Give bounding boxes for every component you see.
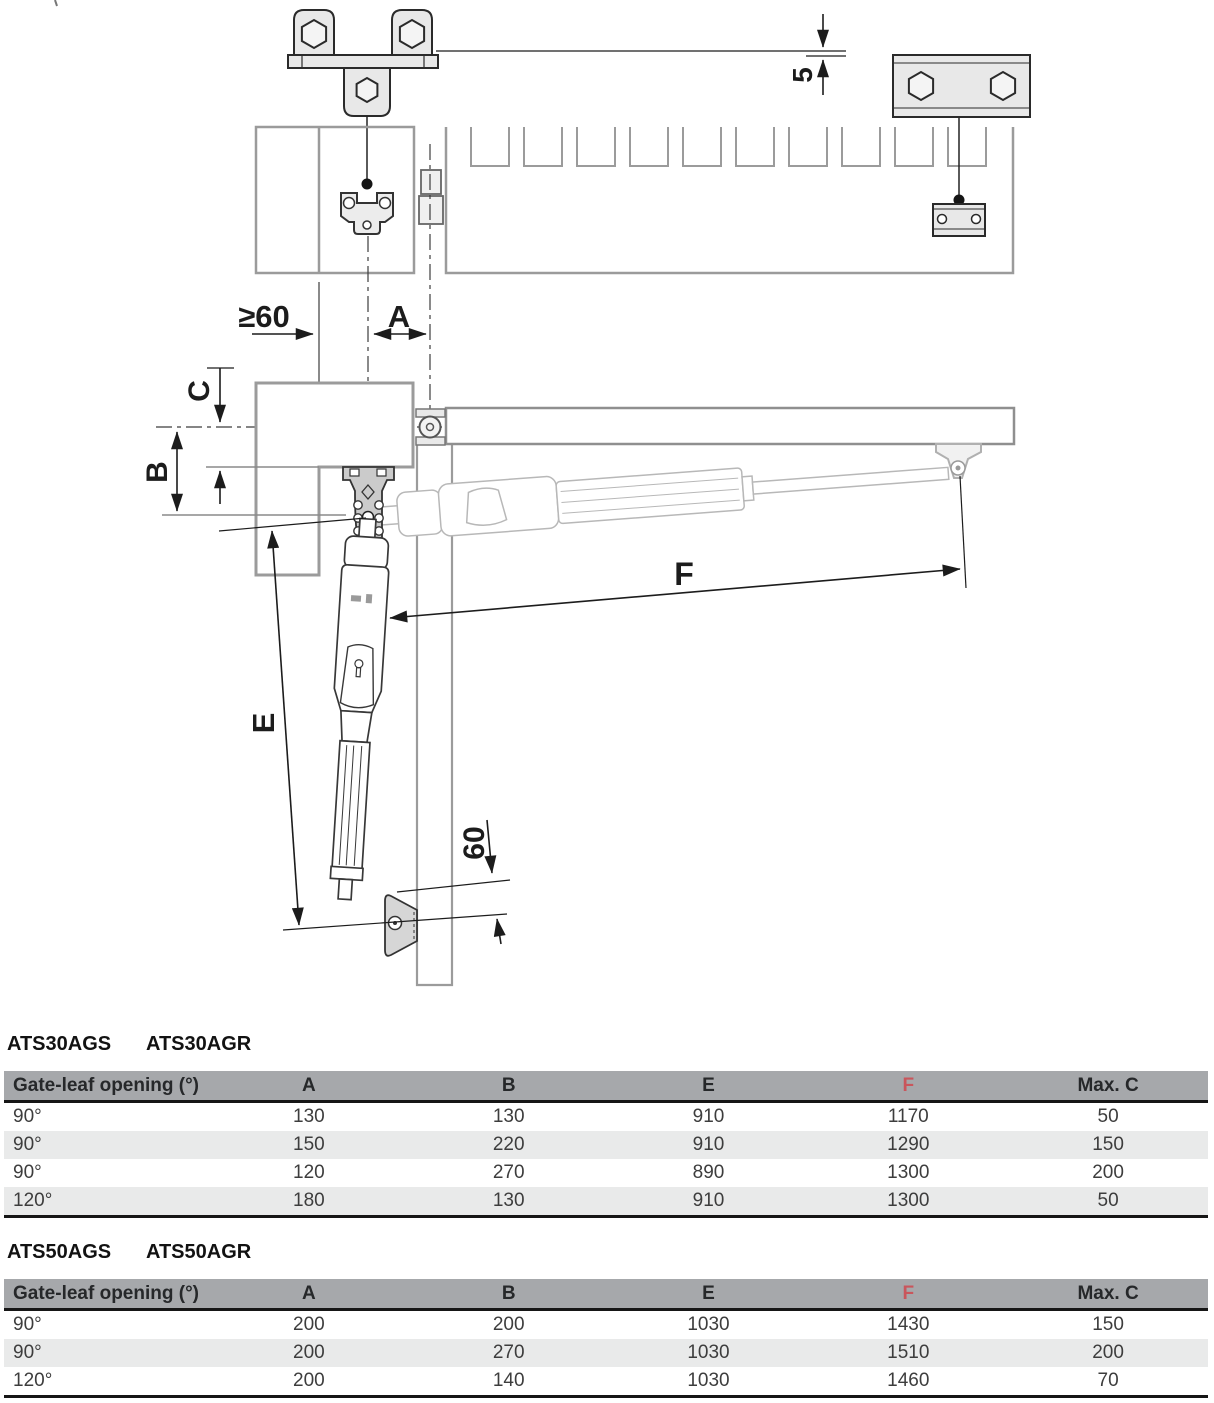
table-cell: 50	[1097, 1190, 1119, 1211]
front-bracket-plan	[893, 55, 1030, 117]
table-cell: 120°	[13, 1370, 53, 1391]
gate-leaf-plan	[446, 127, 1013, 273]
table-cell: 70	[1097, 1370, 1119, 1391]
table-cell: 90°	[13, 1342, 42, 1363]
model-title: ATS50AGR	[146, 1241, 252, 1263]
column-header: Max. C	[1077, 1074, 1139, 1096]
spec-table-ats50	[4, 1241, 1208, 1398]
table-cell: 220	[492, 1134, 525, 1155]
table-cell: 130	[492, 1106, 525, 1127]
dim-label-5: 5	[787, 67, 818, 83]
table-cell: 270	[492, 1342, 525, 1363]
table-cell: 90°	[13, 1314, 42, 1335]
hex-bolt-icon	[991, 72, 1015, 100]
table-body	[4, 1103, 1208, 1218]
dim-label-b: B	[141, 461, 174, 483]
table-cell: 200	[293, 1314, 325, 1335]
gate-leaf-elevation	[446, 408, 1014, 444]
dim-label-c: C	[183, 380, 216, 402]
gate-slats	[471, 127, 986, 166]
column-header: B	[501, 1074, 516, 1096]
table-row	[4, 1339, 1208, 1367]
table-cell: 90°	[13, 1162, 42, 1183]
operator-open	[321, 518, 392, 901]
table-cell: 120	[293, 1162, 325, 1183]
operator-closed	[370, 446, 950, 541]
model-titles	[7, 1241, 1208, 1264]
table-cell: 200	[1092, 1162, 1124, 1183]
table-cell: 1030	[687, 1370, 730, 1391]
model-title: ATS30AGR	[146, 1033, 252, 1055]
table-row	[4, 1131, 1208, 1159]
table-cell: 910	[692, 1134, 725, 1155]
table-cell: 130	[492, 1190, 525, 1211]
table-cell: 50	[1097, 1106, 1119, 1127]
table-cell: 150	[1092, 1134, 1124, 1155]
table-cell: 200	[492, 1314, 525, 1335]
table-cell: 90°	[13, 1106, 42, 1127]
table-cell: 120°	[13, 1190, 53, 1211]
label-mark	[351, 595, 361, 602]
table-cell: 270	[492, 1162, 525, 1183]
table-row	[4, 1311, 1208, 1339]
hex-bolt-icon	[400, 20, 424, 48]
table-header-row	[4, 1071, 1208, 1103]
dim-label-a: A	[387, 299, 411, 334]
table-cell: 1170	[887, 1106, 929, 1127]
table-cell: 1030	[687, 1342, 730, 1363]
foot-bracket	[385, 895, 417, 956]
table-body	[4, 1311, 1208, 1398]
table-row	[4, 1103, 1208, 1131]
table-cell: 1460	[887, 1370, 930, 1391]
table-cell: 130	[293, 1106, 325, 1127]
table-cell: 1030	[687, 1314, 730, 1335]
table-row	[4, 1159, 1208, 1187]
table-cell: 200	[293, 1370, 325, 1391]
table-row	[4, 1187, 1208, 1215]
table-header-row	[4, 1279, 1208, 1311]
model-title: ATS50AGS	[7, 1241, 112, 1263]
table-cell: 1510	[887, 1342, 930, 1363]
table-cell: 1290	[887, 1134, 930, 1155]
table-cell: 1430	[887, 1314, 930, 1335]
table-cell: 150	[293, 1134, 325, 1155]
page-crop-artifact	[55, 0, 57, 6]
column-header: F	[902, 1074, 915, 1096]
spec-table-ats30	[4, 1033, 1208, 1218]
table-cell: 890	[692, 1162, 725, 1183]
column-header: B	[501, 1282, 516, 1304]
dim-label-min60: ≥60	[238, 299, 290, 334]
column-header: E	[702, 1074, 715, 1096]
table-cell: 200	[1092, 1342, 1124, 1363]
plan-view	[256, 10, 1030, 273]
hinge-plan	[419, 170, 443, 224]
elevation-view	[141, 144, 1014, 985]
hex-bolt-icon	[357, 78, 378, 102]
column-header: F	[902, 1282, 915, 1304]
dimension-5	[436, 14, 846, 95]
column-header: Max. C	[1077, 1282, 1139, 1304]
table-cell: 1300	[887, 1190, 930, 1211]
table-cell: 150	[1092, 1314, 1124, 1335]
column-header: A	[302, 1074, 316, 1096]
table-cell: 90°	[13, 1134, 42, 1155]
rear-bracket-plan	[288, 10, 438, 116]
model-title: ATS30AGS	[7, 1033, 112, 1055]
table-cell: 180	[293, 1190, 325, 1211]
rear-attachment-plan	[341, 193, 393, 234]
column-header: Gate-leaf opening (°)	[13, 1282, 199, 1304]
table-row	[4, 1367, 1208, 1395]
label-mark	[366, 594, 373, 603]
table-cell: 200	[293, 1342, 325, 1363]
table-cell: 140	[492, 1370, 525, 1391]
table-cell: 1300	[887, 1162, 930, 1183]
hinge-pivot	[416, 409, 445, 445]
dim-label-e: E	[246, 712, 281, 734]
table-cell: 910	[692, 1106, 725, 1127]
table-cell: 910	[692, 1190, 725, 1211]
model-titles	[7, 1033, 1208, 1056]
dim-label-60: 60	[458, 826, 491, 860]
column-header: E	[702, 1282, 715, 1304]
dim-label-f: F	[674, 556, 694, 592]
hex-bolt-icon	[302, 20, 326, 48]
leader-dot	[362, 179, 373, 190]
column-header: A	[302, 1282, 316, 1304]
front-attachment-plan	[933, 204, 985, 236]
hex-bolt-icon	[909, 72, 933, 100]
column-header: Gate-leaf opening (°)	[13, 1074, 199, 1096]
